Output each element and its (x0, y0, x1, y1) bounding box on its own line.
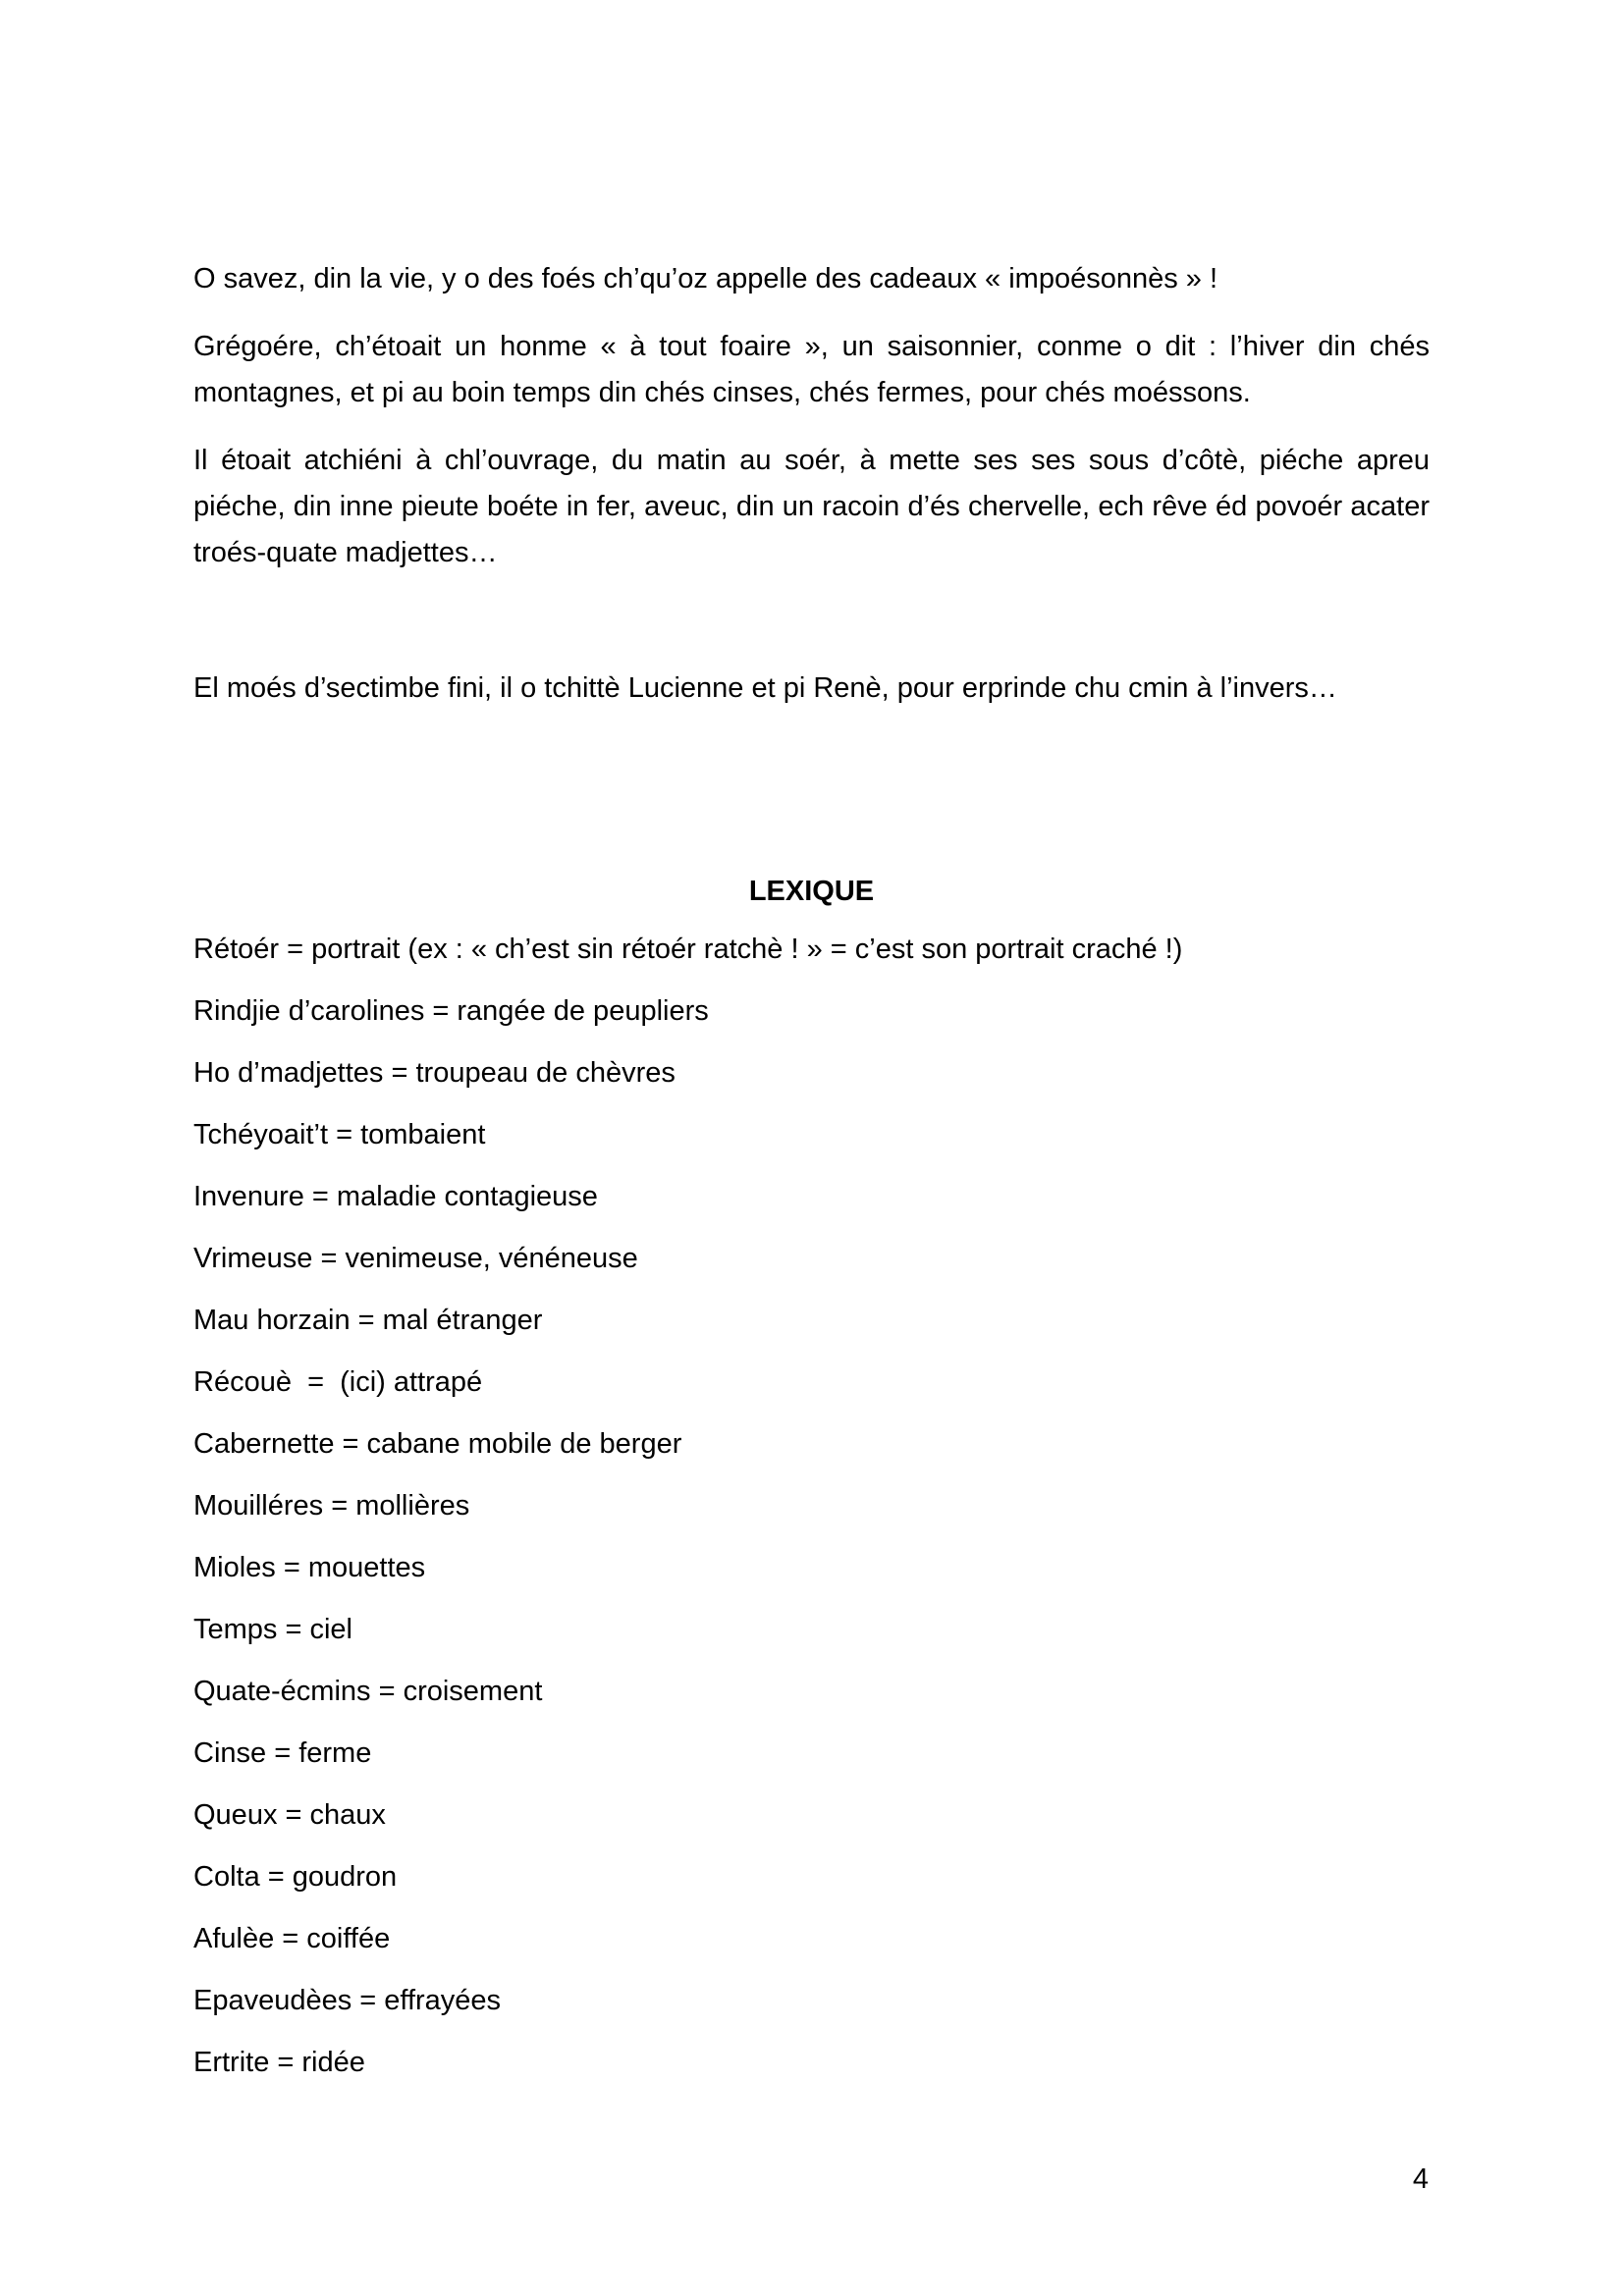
lexicon-entry: Colta = goudron (193, 1861, 398, 1893)
lexicon-entry: Tchéyoait’t = tombaient (193, 1119, 486, 1150)
lexicon-entry: Cinse = ferme (193, 1737, 372, 1769)
paragraph-cadeaux: O savez, din la vie, y o des foés ch’qu’oz appelle des cadeaux « impoésonnès » ! (193, 263, 1218, 294)
paragraph-gregoere: Grégoére, ch’étoait un honme « à tout foaire », un saisonnier, conme o dit : l’hiver din chés montagnes, et pi au boin temps din chés cinses, chés fermes, pour chés moéssons. (193, 331, 1430, 408)
lexicon-entry: Afulèe = coiffée (193, 1923, 391, 1954)
lexicon-entry: Invenure = maladie contagieuse (193, 1181, 598, 1212)
paragraph-ouvrage: Il étoait atchiéni à chl’ouvrage, du matin au soér, à mette ses ses sous d’côtè, piéche apreu piéche, din inne pieute boéte in fer, aveuc, din un racoin d’és chervelle, ech rêve éd povoér acater troés-quate madjettes… (193, 445, 1430, 568)
lexicon-entry: Queux = chaux (193, 1799, 386, 1831)
lexicon-heading: LEXIQUE (748, 876, 875, 907)
lexicon-entry: Quate-écmins = croisement (193, 1676, 543, 1707)
lexicon-entry: Cabernette = cabane mobile de berger (193, 1428, 682, 1460)
lexicon-entry: Mioles = mouettes (193, 1552, 426, 1583)
lexicon-entry: Récouè = (ici) attrapé (193, 1366, 483, 1398)
page-content (193, 0, 1430, 2083)
lexicon-entry: Temps = ciel (193, 1614, 352, 1645)
paragraph-sectimbe: El moés d’sectimbe fini, il o tchittè Lucienne et pi Renè, pour erprinde chu cmin à l’invers… (193, 672, 1337, 704)
lexicon-entry: Epaveudèes = effrayées (193, 1985, 502, 2016)
lexicon-entry: Rétoér = portrait (ex : « ch’est sin rétoér ratchè ! » = c’est son portrait craché !) (193, 934, 1183, 965)
lexicon-entry: Rindjie d’carolines = rangée de peupliers (193, 995, 709, 1027)
lexicon-entry: Ertrite = ridée (193, 2047, 365, 2078)
lexicon-entry: Mau horzain = mal étranger (193, 1305, 543, 1336)
page-number: 4 (1412, 2163, 1429, 2195)
lexicon-entry: Mouilléres = mollières (193, 1490, 470, 1522)
lexicon-entry: Ho d’madjettes = troupeau de chèvres (193, 1057, 676, 1089)
lexicon-entry: Vrimeuse = venimeuse, vénéneuse (193, 1243, 638, 1274)
